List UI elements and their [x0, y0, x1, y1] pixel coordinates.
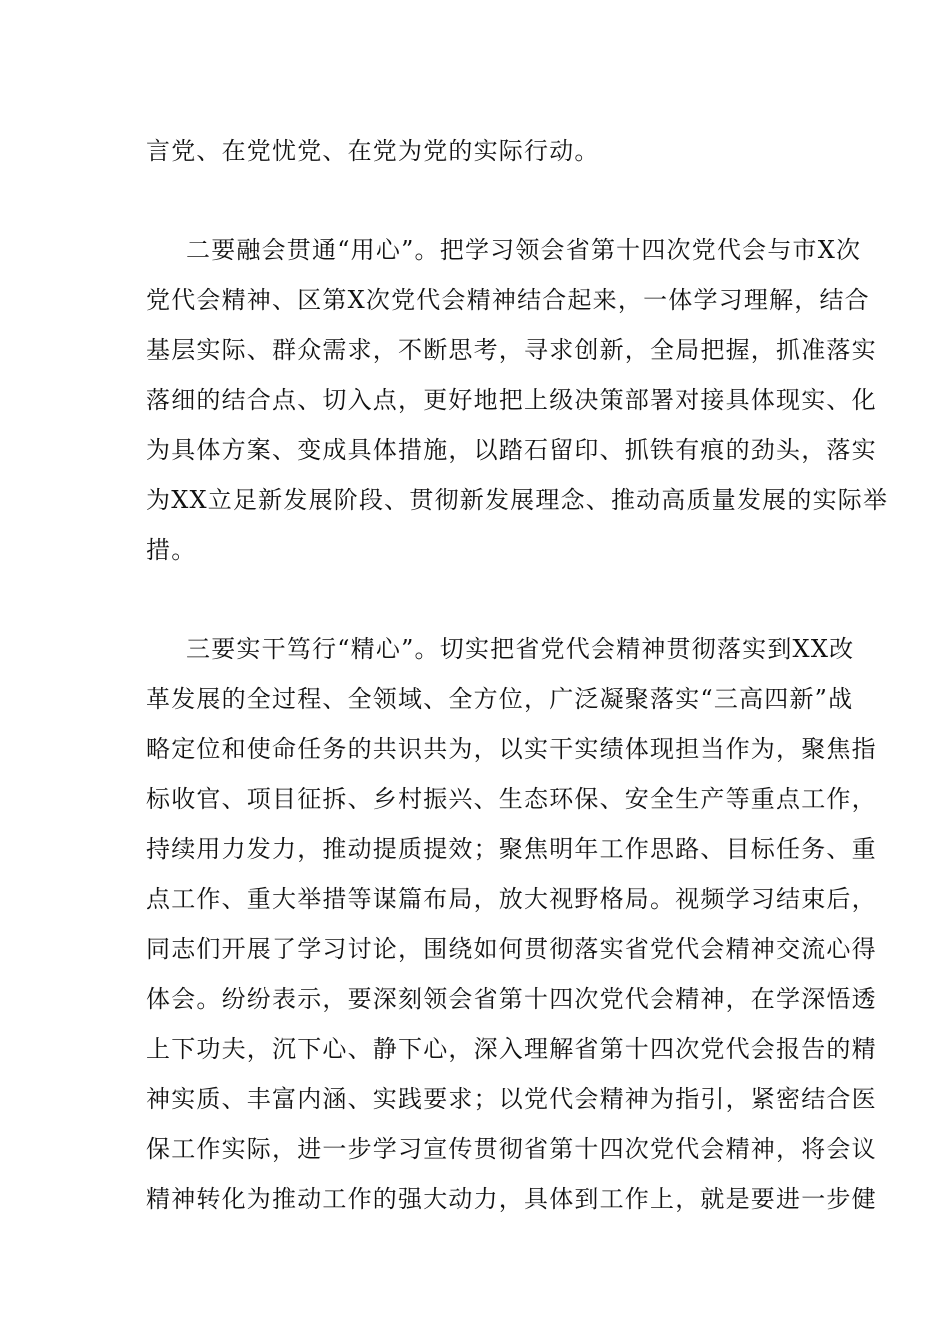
- paragraph-2-line-2: 党代会精神、区第X次党代会精神结合起来，一体学习理解，结合: [146, 286, 870, 314]
- paragraph-2-line-6: 为XX立足新发展阶段、贯彻新发展理念、推动高质量发展的实际举: [146, 486, 889, 514]
- paragraph-3-line-2: 革发展的全过程、全领域、全方位，广泛凝聚落实“三高四新”战: [146, 685, 854, 713]
- paragraph-3-line-11: 保工作实际，进一步学习宣传贯彻省第十四次党代会精神，将会议: [146, 1135, 877, 1163]
- paragraph-3-line-5: 持续用力发力，推动提质提效；聚焦明年工作思路、目标任务、重: [146, 835, 877, 863]
- paragraph-3-line-6: 点工作、重大举措等谋篇布局，放大视野格局。视频学习结束后，: [146, 885, 877, 913]
- paragraph-1-line-1: 言党、在党忧党、在党为党的实际行动。: [146, 137, 600, 165]
- paragraph-2-line-4: 落细的结合点、切入点，更好地把上级决策部署对接具体现实、化: [146, 386, 877, 414]
- paragraph-3-line-10: 神实质、丰富内涵、实践要求；以党代会精神为指引，紧密结合医: [146, 1085, 877, 1113]
- paragraph-2-line-5: 为具体方案、变成具体措施，以踏石留印、抓铁有痕的劲头，落实: [146, 436, 877, 464]
- paragraph-2-line-1: 二要融会贯通“用心”。把学习领会省第十四次党代会与市X次: [186, 236, 862, 264]
- paragraph-3-line-1: 三要实干笃行“精心”。切实把省党代会精神贯彻落实到XX改: [186, 635, 855, 663]
- paragraph-3-line-12: 精神转化为推动工作的强大动力，具体到工作上，就是要进一步健: [146, 1185, 877, 1213]
- paragraph-3-line-7: 同志们开展了学习讨论，围绕如何贯彻落实省党代会精神交流心得: [146, 935, 877, 963]
- paragraph-3-line-3: 略定位和使命任务的共识共为，以实干实绩体现担当作为，聚焦指: [146, 735, 877, 763]
- paragraph-2-line-7: 措。: [146, 536, 197, 564]
- paragraph-3-line-8: 体会。纷纷表示，要深刻领会省第十四次党代会精神，在学深悟透: [146, 985, 877, 1013]
- paragraph-3-line-9: 上下功夫，沉下心、静下心，深入理解省第十四次党代会报告的精: [146, 1035, 877, 1063]
- paragraph-2-line-3: 基层实际、群众需求，不断思考，寻求创新，全局把握，抓准落实: [146, 336, 877, 364]
- paragraph-3-line-4: 标收官、项目征拆、乡村振兴、生态环保、安全生产等重点工作，: [146, 785, 877, 813]
